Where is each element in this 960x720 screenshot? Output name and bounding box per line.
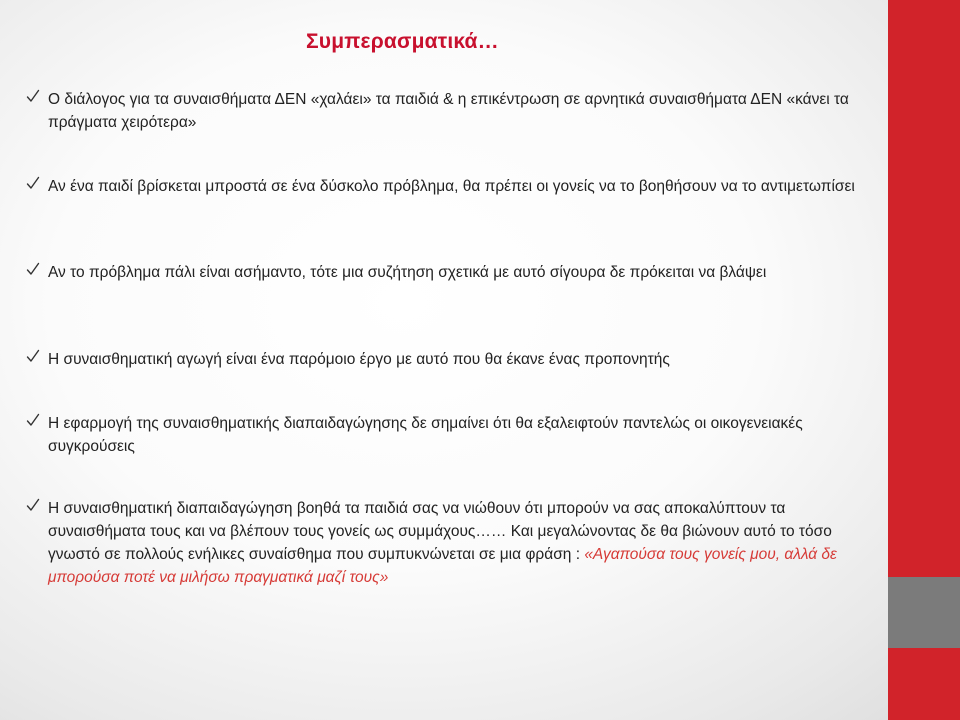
checkmark-icon: [26, 88, 40, 104]
bullet-item: [26, 88, 882, 134]
bullet-text: Η εφαρμογή της συναισθηματικής διαπαιδαγώγησης δε σημαίνει ότι θα εξαλειφτούν παντελώς οι οικογενειακές συγκρούσεις: [48, 415, 803, 455]
decorative-sidebar: [888, 0, 960, 720]
checkmark-icon: [26, 348, 40, 364]
bullet-text: Η συναισθηματική αγωγή είναι ένα παρόμοιο έργο με αυτό που θα έκανε ένας προπονητής: [48, 351, 670, 368]
sidebar-red-bottom: [888, 648, 960, 720]
checkmark-icon: [26, 497, 40, 513]
bullet-text: Ο διάλογος για τα συναισθήματα ΔΕΝ «χαλάει» τα παιδιά & η επικέντρωση σε αρνητικά συναισθήματα ΔΕΝ «κάνει τα πράγματα χειρότερα»: [48, 91, 849, 131]
bullet-text: Αν το πρόβλημα πάλι είναι ασήμαντο, τότε μια συζήτηση σχετικά με αυτό σίγουρα δε πρόκειται να βλάψει: [48, 264, 767, 281]
bullet-text-body: Η συναισθηματική διαπαιδαγώγηση βοηθά τα παιδιά σας να νιώθουν ότι μπορούν να σας αποκαλύπτουν τα συναισθήματα τους και να βλέπουν τους γονείς ως συμμάχους…… Και μεγαλώνοντας δε θα βιώνουν αυτό το τόσο γνωστό σε πολλούς ενήλικες συναίσθημα που συμπυκνώνεται σε μια φράση :: [48, 500, 832, 563]
bullet-item: [26, 412, 882, 458]
checkmark-icon: [26, 412, 40, 428]
bullet-item: [26, 348, 882, 371]
quote-text: «Αγαπούσα τους γονείς μου, αλλά δε μπορούσα ποτέ να μιλήσω πραγματικά μαζί τους»: [48, 546, 837, 586]
sidebar-red-top: [888, 0, 960, 577]
slide-title: Συμπερασματικά…: [306, 30, 499, 53]
checkmark-icon: [26, 261, 40, 277]
bullet-item: [26, 497, 882, 589]
bullet-text: Αν ένα παιδί βρίσκεται μπροστά σε ένα δύσκολο πρόβλημα, θα πρέπει οι γονείς να το βοηθήσουν να το αντιμετωπίσει: [48, 178, 855, 195]
sidebar-gray-block: [888, 577, 960, 648]
checkmark-icon: [26, 175, 40, 191]
bullet-text: [48, 497, 882, 589]
bullet-item: [26, 261, 882, 284]
bullet-item: [26, 175, 882, 198]
